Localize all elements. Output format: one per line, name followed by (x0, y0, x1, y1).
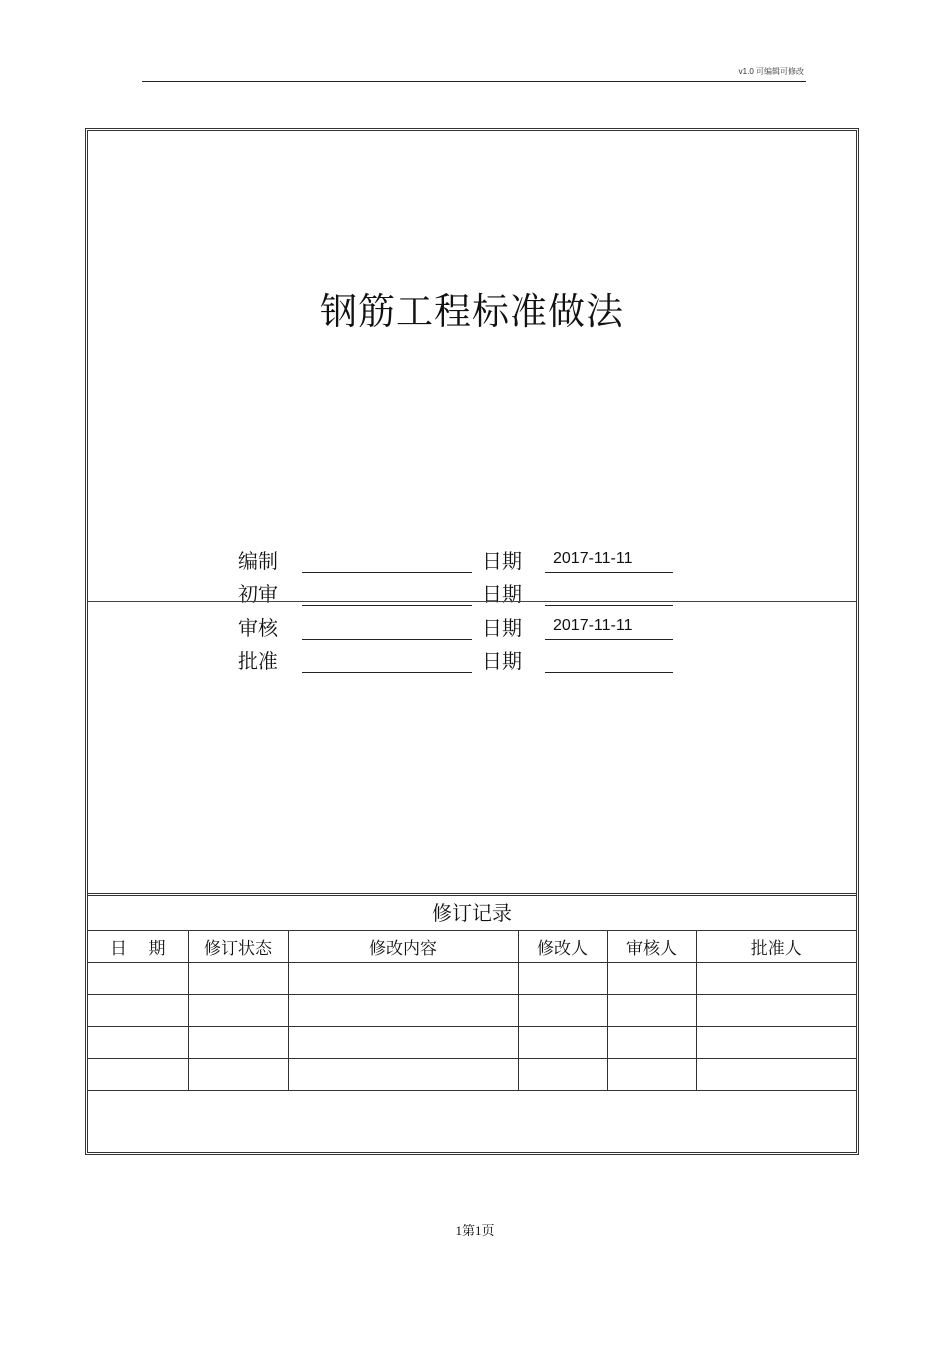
date-value: 2017-11-11 (553, 617, 633, 634)
table-cell[interactable] (607, 995, 696, 1027)
revision-table (88, 930, 856, 1091)
table-cell[interactable] (696, 995, 856, 1027)
col-header-content: 修改内容 (288, 931, 518, 963)
table-cell[interactable] (518, 963, 607, 995)
date-line (545, 672, 673, 673)
signoff-row-preliminary (88, 578, 856, 608)
table-row (88, 963, 856, 995)
signature-line (302, 672, 472, 673)
table-cell[interactable] (88, 1059, 188, 1091)
revision-record-title: 修订记录 (88, 896, 856, 931)
header-rule (142, 81, 806, 82)
table-header-row (88, 931, 856, 963)
table-cell[interactable] (607, 1059, 696, 1091)
date-line (545, 572, 673, 573)
col-header-status: 修订状态 (188, 931, 288, 963)
cover-frame (85, 128, 859, 1155)
table-cell[interactable] (607, 963, 696, 995)
table-cell[interactable] (518, 1027, 607, 1059)
table-cell[interactable] (696, 1027, 856, 1059)
col-header-date: 日 期 (88, 931, 188, 963)
col-header-approver: 批准人 (696, 931, 856, 963)
table-cell[interactable] (288, 995, 518, 1027)
table-cell[interactable] (88, 1027, 188, 1059)
table-cell[interactable] (188, 1027, 288, 1059)
signoff-label: 审核 (238, 616, 278, 640)
col-header-modifier: 修改人 (518, 931, 607, 963)
header-version-text: v1.0 可编辑可修改 (738, 67, 804, 76)
table-cell[interactable] (607, 1027, 696, 1059)
signoff-label: 编制 (238, 549, 278, 573)
table-cell[interactable] (88, 995, 188, 1027)
revision-record-section (88, 893, 856, 1152)
date-line (545, 605, 673, 606)
table-row (88, 1059, 856, 1091)
table-cell[interactable] (696, 1059, 856, 1091)
table-cell[interactable] (288, 1059, 518, 1091)
date-label: 日期 (482, 549, 522, 573)
col-header-reviewer: 审核人 (607, 931, 696, 963)
table-cell[interactable] (288, 963, 518, 995)
signoff-label: 批准 (238, 649, 278, 673)
signoff-row-review (88, 612, 856, 642)
table-row (88, 1027, 856, 1059)
table-cell[interactable] (188, 995, 288, 1027)
page-number: 1第1页 (455, 1223, 495, 1238)
date-line (545, 639, 673, 640)
table-cell[interactable] (88, 963, 188, 995)
table-cell[interactable] (188, 963, 288, 995)
document-title: 钢筋工程标准做法 (320, 290, 624, 333)
table-cell[interactable] (518, 995, 607, 1027)
date-value: 2017-11-11 (553, 550, 633, 567)
signature-line (302, 639, 472, 640)
date-label: 日期 (482, 616, 522, 640)
signoff-row-compile (88, 545, 856, 575)
signoff-label: 初审 (238, 582, 278, 606)
signature-line (302, 572, 472, 573)
date-label: 日期 (482, 649, 522, 673)
table-cell[interactable] (518, 1059, 607, 1091)
table-row (88, 995, 856, 1027)
table-cell[interactable] (188, 1059, 288, 1091)
signature-line (302, 605, 472, 606)
table-cell[interactable] (288, 1027, 518, 1059)
table-cell[interactable] (696, 963, 856, 995)
signoff-row-approve (88, 645, 856, 675)
divider (88, 601, 856, 602)
date-label: 日期 (482, 582, 522, 606)
